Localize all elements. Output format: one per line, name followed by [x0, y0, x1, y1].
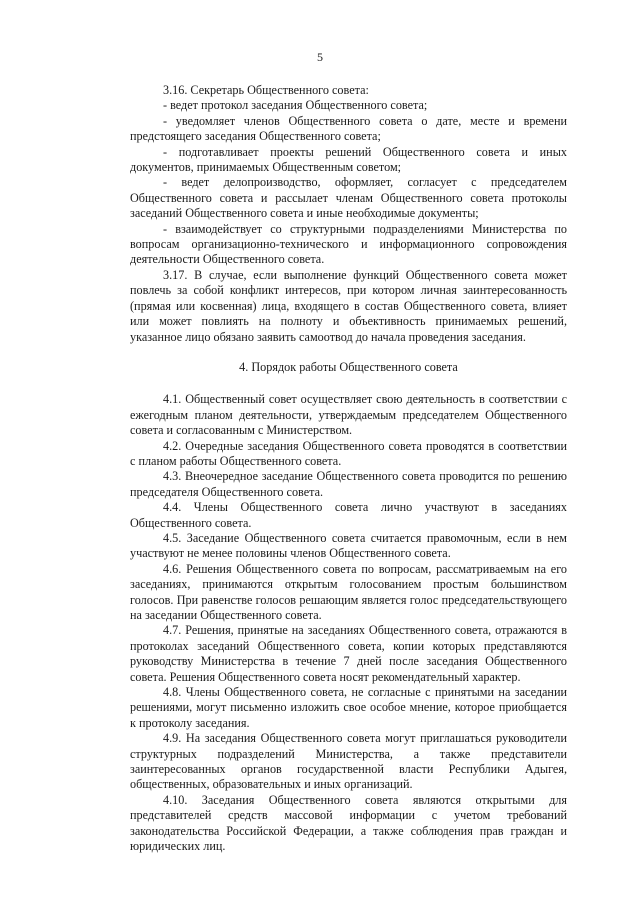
paragraph-4-9: 4.9. На заседания Общественного совета могут приглашаться руководители структурных подразделений Министерства, а также представители заинтересованных органов государственной власти Республики Адыгея, общественных, образовательных и иных организаций. — [130, 731, 567, 792]
page-number: 5 — [317, 50, 323, 64]
list-item-prepare: - подготавливает проекты решений Общественного совета и иных документов, принимаемых Общественным советом; — [130, 144, 567, 175]
paragraph-3-17: 3.17. В случае, если выполнение функций Общественного совета может повлечь за собой конфликт интересов, при котором личная заинтересованность (прямая или косвенная) лица, входящего в состав Общественного совета, влияет или может повлиять на полноту и объективность принимаемых решений, указанное лицо обязано заявить самоотвод до начала проведения заседания. — [130, 267, 567, 344]
section-heading: 4. Порядок работы Общественного совета — [239, 359, 458, 374]
paragraph-4-8: 4.8. Члены Общественного совета, не согласные с принятыми на заседании решениями, могут письменно изложить свое особое мнение, которое приобщается к протоколу заседания. — [130, 685, 567, 730]
paragraph-4-3: 4.3. Внеочередное заседание Общественного совета проводится по решению председателя Общественного совета. — [130, 469, 567, 499]
list-item-protocol: - ведет протокол заседания Общественного совета; — [163, 98, 428, 113]
paragraph-4-10: 4.10. Заседания Общественного совета являются открытыми для представителей средств массовой информации с учетом требований законодательства Российской Федерации, а также соблюдения прав граждан и юридических лиц. — [130, 792, 567, 854]
list-item-interact: - взаимодействует со структурными подразделениями Министерства по вопросам организационно-технического и информационного сопровождения деятельности Общественного совета. — [130, 221, 567, 267]
paragraph-4-5: 4.5. Заседание Общественного совета считается правомочным, если в нем участвуют не менее половины членов Общественного совета. — [130, 530, 567, 561]
paragraph-4-2: 4.2. Очередные заседания Общественного совета проводятся в соответствии с планом работы Общественного совета. — [130, 438, 567, 468]
list-item-records: - ведет делопроизводство, оформляет, согласует с председателем Общественного совета и рассылает членам Общественного совета протоколы заседаний Общественного совета и иные необходимые документы; — [130, 175, 567, 221]
paragraph-4-7: 4.7. Решения, принятые на заседаниях Общественного совета, отражаются в протоколах заседаний Общественного совета, копии которых представляются руководству Министерства в течение 7 дней после заседания Общественного совета. Решения Общественного совета носят рекомендательный характер. — [130, 623, 567, 684]
paragraph-4-1: 4.1. Общественный совет осуществляет свою деятельность в соответствии с ежегодным планом деятельности, утверждаемым председателем Общественного совета и согласованным с Министерством. — [130, 392, 567, 438]
paragraph-4-4: 4.4. Члены Общественного совета лично участвуют в заседаниях Общественного совета. — [130, 500, 567, 530]
paragraph-4-6: 4.6. Решения Общественного совета по вопросам, рассматриваемым на его заседаниях, принимаются открытым голосованием простым большинством голосов. При равенстве голосов решающим является голос председательствующего на заседании Общественного совета. — [130, 561, 567, 622]
document-body — [130, 83, 567, 855]
list-item-notify: - уведомляет членов Общественного совета о дате, месте и времени предстоящего заседания Общественного совета; — [130, 113, 567, 144]
paragraph-3-16: 3.16. Секретарь Общественного совета: — [163, 83, 369, 97]
